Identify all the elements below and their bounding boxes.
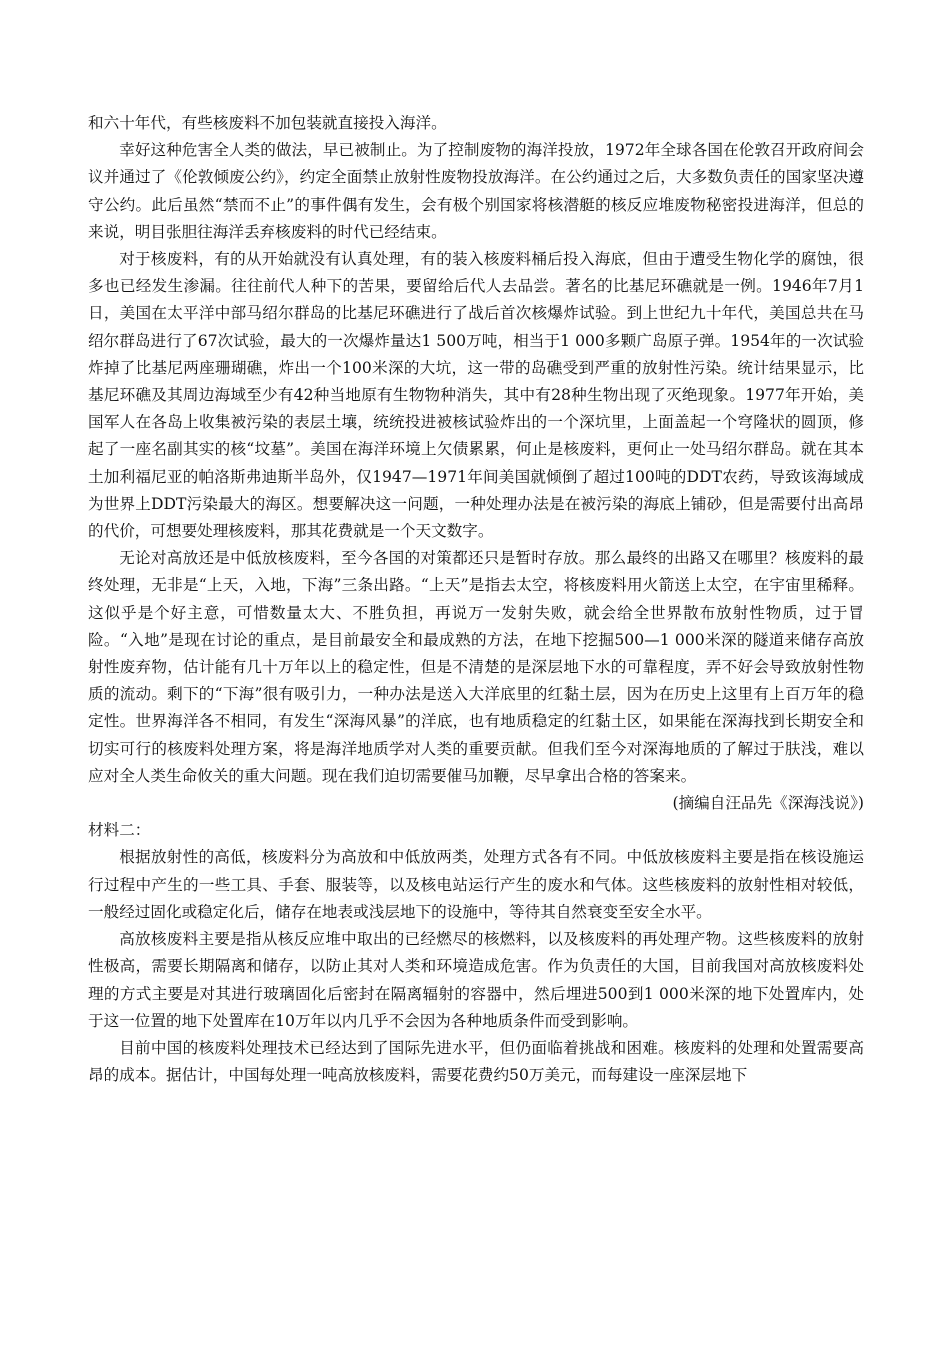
material-two-label: 材料二： [88,821,151,840]
document-page [88,110,864,1089]
paragraph-london-convention: 幸好这种危害全人类的做法，早已被制止。为了控制废物的海洋投放，1972年全球各国在伦敦召开政府间会议并通过了《伦敦倾废公约》，约定全面禁止放射性废物投放海洋。在公约通过之后，大多数负责任的国家坚决遵守公约。此后虽然“禁而不止”的事件偶有发生，会有极个别国家将核潜艇的核反应堆废物秘密投进海洋，但总的来说，明目张胆往海洋丢弃核废料的时代已经结束。 [88,141,864,241]
paragraph-high-level-waste: 高放核废料主要是指从核反应堆中取出的已经燃尽的核燃料，以及核废料的再处理产物。这些核废料的放射性极高，需要长期隔离和储存，以防止其对人类和环境造成危害。作为负责任的大国，目前我国对高放核废料处理的方式主要是对其进行玻璃固化后密封在隔离辐射的容器中，然后埋进500到1 000米深的地下处置库内，处于这一位置的地下处置库在10万年以内几乎不会因为各种地质条件而受到影响。 [88,930,864,1030]
paragraph-continuation: 和六十年代，有些核废料不加包装就直接投入海洋。 [88,114,447,132]
source-citation: (摘编自汪品先《深海浅说》) [672,794,864,813]
paragraph-final-disposal: 无论对高放还是中低放核废料，至今各国的对策都还只是暂时存放。那么最终的出路又在哪里？核废料的最终处理，无非是“上天，入地，下海”三条出路。“上天”是指去太空，将核废料用火箭送上太空，在宇宙里稀释。这似乎是个好主意，可惜数量太大、不胜负担，再说万一发射失败，就会给全世界散布放射性物质，过于冒险。“入地”是现在讨论的重点，是目前最安全和最成熟的方法，在地下挖掘500—1 000米深的隧道来储存高放射性废弃物，估计能有几十万年以上的稳定性，但是不清楚的是深层地下水的可靠程度，弄不好会导致放射性物质的流动。剩下的“下海”很有吸引力，一种办法是送入大洋底里的红黏土层，因为在历史上这里有上百万年的稳定性。世界海洋各不相同，有发生“深海风暴”的洋底，也有地质稳定的红黏土区，如果能在深海找到长期安全和切实可行的核废料处理方案，将是海洋地质学对人类的重要贡献。但我们至今对深海地质的了解过于肤浅，难以应对全人类生命攸关的重大问题。现在我们迫切需要催马加鞭，尽早拿出合格的答案来。 [88,549,864,785]
paragraph-waste-classification: 根据放射性的高低，核废料分为高放和中低放两类，处理方式各有不同。中低放核废料主要是指在核设施运行过程中产生的一些工具、手套、服装等，以及核电站运行产生的废水和气体。这些核废料的放射性相对较低，一般经过固化或稳定化后，储存在地表或浅层地下的设施中，等待其自然衰变至安全水平。 [88,848,864,921]
paragraph-bikini-atoll: 对于核废料，有的从开始就没有认真处理，有的装入核废料桶后投入海底，但由于遭受生物化学的腐蚀，很多也已经发生渗漏。往往前代人种下的苦果，要留给后代人去品尝。著名的比基尼环礁就是一例。1946年7月1日，美国在太平洋中部马绍尔群岛的比基尼环礁进行了战后首次核爆炸试验。到上世纪九十年代，美国总共在马绍尔群岛进行了67次试验，最大的一次爆炸量达1 500万吨，相当于1 000多颗广岛原子弹。1954年的一次试验炸掉了比基尼两座珊瑚礁，炸出一个100米深的大坑，这一带的岛礁受到严重的放射性污染。统计结果显示，比基尼环礁及其周边海域至少有42种当地原有生物物种消失，其中有28种生物出现了灭绝现象。1977年开始，美国军人在各岛上收集被污染的表层土壤，统统投进被核试验炸出的一个深坑里，上面盖起一个穹隆状的圆顶，修起了一座名副其实的核“坟墓”。美国在海洋环境上欠债累累，何止是核废料，更何止一处马绍尔群岛。就在其本土加利福尼亚的帕洛斯弗迪斯半岛外，仅1947—1971年间美国就倾倒了超过100吨的DDT农药，导致该海域成为世界上DDT污染最大的海区。想要解决这一问题，一种处理办法是在被污染的海底上铺砂，但是需要付出高昂的代价，可想要处理核废料，那其花费就是一个天文数字。 [88,250,864,541]
paragraph-china-technology: 目前中国的核废料处理技术已经达到了国际先进水平，但仍面临着挑战和困难。核废料的处理和处置需要高昂的成本。据估计，中国每处理一吨高放核废料，需要花费约50万美元，而每建设一座深层地下 [88,1038,864,1085]
